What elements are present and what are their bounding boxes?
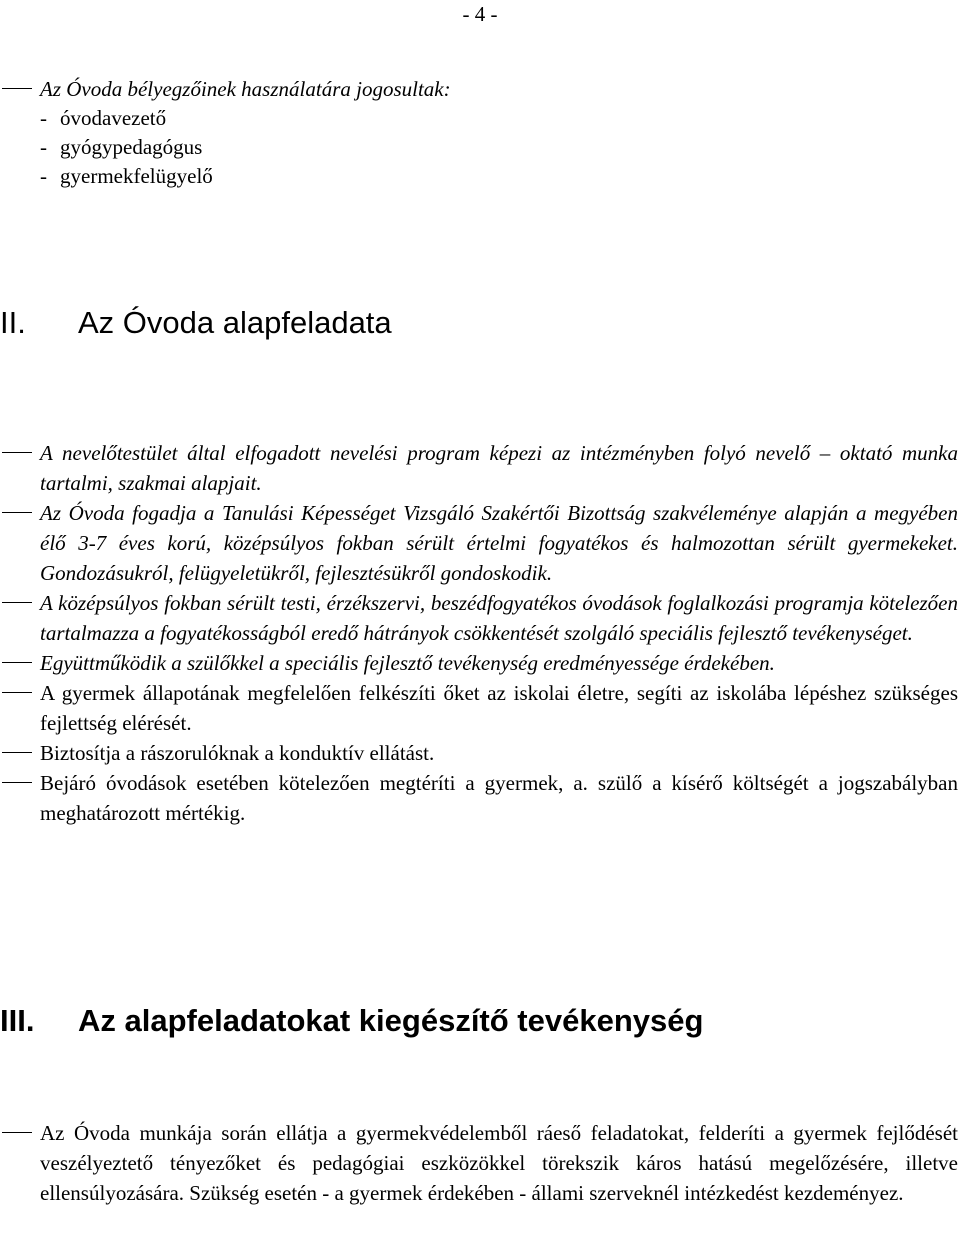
section-2-number: II.	[0, 305, 26, 340]
dash-bullet	[2, 512, 32, 513]
section-3-title: Az alapfeladatokat kiegészítő tevékenység	[78, 1003, 704, 1038]
stamp-users-section	[0, 74, 960, 191]
paragraph-text: Együttműködik a szülőkkel a speciális fejlesztő tevékenység eredményessége érdekében.	[40, 651, 775, 675]
paragraph-text: A nevelőtestület által elfogadott nevelési program képezi az intézményben folyó nevelő – oktató munka tartalmi, szakmai alapjait.	[40, 441, 958, 495]
stamp-users-intro-text: Az Óvoda bélyegzőinek használatára jogosultak:	[40, 77, 451, 101]
section-2-paragraph	[0, 588, 958, 648]
paragraph-text: A gyermek állapotának megfelelően felkészíti őket az iskolai életre, segíti az iskolába lépéshez szükséges fejlettség elérését.	[40, 681, 958, 735]
section-3-paragraph	[0, 1118, 958, 1208]
dash-bullet	[2, 662, 32, 663]
section-3-body	[0, 1118, 960, 1208]
page-number: - 4 -	[462, 2, 498, 26]
section-2-paragraph	[0, 498, 958, 588]
stamp-users-intro	[0, 74, 960, 104]
dash-bullet	[2, 782, 32, 783]
dash-bullet	[2, 88, 32, 89]
section-2-title: Az Óvoda alapfeladata	[78, 305, 392, 340]
stamp-user-label: gyógypedagógus	[60, 135, 203, 159]
section-2-body	[0, 438, 960, 828]
section-2-paragraph	[0, 768, 958, 828]
dash-bullet	[2, 1132, 32, 1133]
stamp-user-item	[0, 162, 960, 191]
hyphen-bullet: -	[40, 106, 47, 130]
stamp-user-label: óvodavezető	[60, 106, 167, 130]
dash-bullet	[2, 452, 32, 453]
dash-bullet	[2, 752, 32, 753]
paragraph-text: A középsúlyos fokban sérült testi, érzékszervi, beszédfogyatékos óvodások foglalkozási programja kötelezően tartalmazza a fogyatékosságból eredő hátrányok csökkentését szolgáló speciális fejlesztő tevékenységet.	[40, 591, 958, 645]
paragraph-text: Biztosítja a rászorulóknak a konduktív ellátást.	[40, 741, 435, 765]
dash-bullet	[2, 602, 32, 603]
paragraph-text: Az Óvoda munkája során ellátja a gyermekvédelemből ráeső feladatokat, felderíti a gyermek fejlődését veszélyeztető tényezőket és pedagógiai eszközökkel törekszik káros hatású megelőzésére, illetve ellensúlyozására. Szükség esetén - a gyermek érdekében - állami szerveknél intézkedést kezdeményez.	[40, 1121, 958, 1205]
hyphen-bullet: -	[40, 164, 47, 188]
hyphen-bullet: -	[40, 135, 47, 159]
section-2-paragraph	[0, 678, 958, 738]
section-2-paragraph	[0, 738, 958, 768]
paragraph-text: Az Óvoda fogadja a Tanulási Képességet Vizsgáló Szakértői Bizottság szakvéleménye alapján a megyében élő 3-7 éves korú, középsúlyos fokban sérült értelmi fogyatékos és halmozottan sérült gyermekeket. Gondozásukról, felügyeletükről, fejlesztésükről gondoskodik.	[40, 501, 958, 585]
paragraph-text: Bejáró óvodások esetében kötelezően megtéríti a gyermek, a. szülő a kísérő költségét a jogszabályban meghatározott mértékig.	[40, 771, 958, 825]
stamp-user-label: gyermekfelügyelő	[60, 164, 213, 188]
stamp-user-item	[0, 133, 960, 162]
section-3-number: III.	[0, 1003, 35, 1038]
stamp-user-item	[0, 104, 960, 133]
section-2-paragraph	[0, 648, 958, 678]
dash-bullet	[2, 692, 32, 693]
section-2-paragraph	[0, 438, 958, 498]
